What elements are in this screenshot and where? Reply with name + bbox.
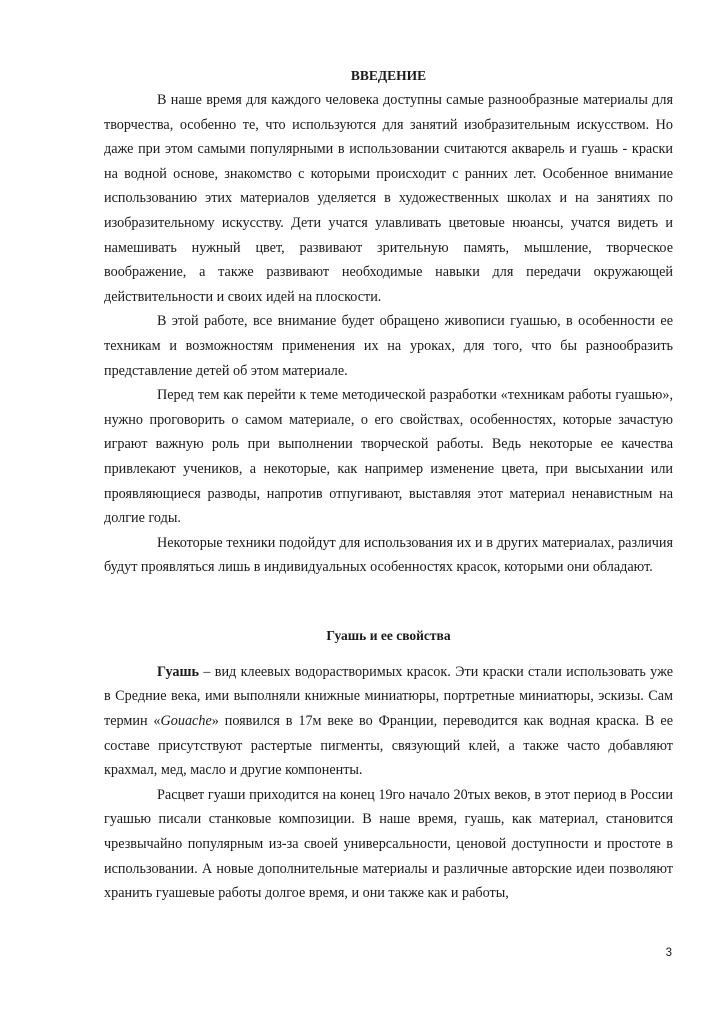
intro-paragraph-3: Перед тем как перейти к теме методической разработки «техникам работы гуашью», нужно проговорить о самом материале, о его свойствах, особенностях, которые зачастую играют важную роль при выполнении творческой работы. Ведь некоторые ее качества привлекают учеников, а некоторые, как например изменение цвета, при высыхании или проявляющиеся разводы, напротив отпугивают, выставляя этот материал ненавистным на долгие годы. [104,387,673,527]
intro-heading: ВВЕДЕНИЕ [350,68,427,83]
section-paragraph-1 [104,660,673,783]
paragraph-text-part-1: – вид клеевых водорастворимых красок. Эти краски стали использовать уже в Средние века, ими выполняли книжные миниатюры, портретные миниатюры, эскизы. Сам термин « [104,663,673,730]
intro-paragraph-1: В наше время для каждого человека доступны самые разнообразные материалы для творчества, особенно те, что используются для занятий изобразительным искусством. Но даже при этом самыми популярными в использовании считаются акварель и гуашь - краски на водной основе, знакомство с которыми происходит с ранних лет. Особенное внимание использованию этих материалов уделяется в художественных школах и на занятиях по изобразительному искусству. Дети учатся улавливать цветовые нюансы, учатся видеть и намешивать нужный цвет, развивают зрительную память, мышление, творческое воображение, а также развивают необходимые навыки для передачи окружающей действительности и своих идей на плоскости. [104,92,673,305]
section-heading: Гуашь и ее свойства [326,627,451,643]
page-number: 3 [665,947,672,959]
foreign-term: Gouache [160,713,212,730]
intro-paragraph-2: В этой работе, все внимание будет обращено живописи гуашью, в особенности ее техникам и возможностям применения их на уроках, для того, что бы разнообразить представление детей об этом материале. [104,313,673,379]
section-paragraph-2: Расцвет гуаши приходится на конец 19го начало 20тых веков, в этот период в России гуашью писали станковые композиции. В наше время, гуашь, как материал, становится чрезвычайно популярным из-за своей универсальности, ценовой доступности и простоте в использовании. А новые дополнительные материалы и различные авторские идеи позволяют хранить гуашевые работы долгое время, и они также как и работы, [104,786,673,902]
term-gouache: Гуашь [157,663,199,680]
intro-paragraph-4: Некоторые техники подойдут для использования их и в других материалах, различия будут проявляться лишь в индивидуальных особенностях красок, которыми они обладают. [104,534,673,576]
paragraph-text-part-2: » появился в 17м веке во Франции, переводится как водная краска. В ее составе присутствуют растертые пигменты, связующий клей, а также часто добавляют крахмал, мед, масло и другие компоненты. [104,713,674,779]
document-page [104,64,673,964]
heading-spacer [104,652,673,660]
section-spacer [104,580,673,624]
